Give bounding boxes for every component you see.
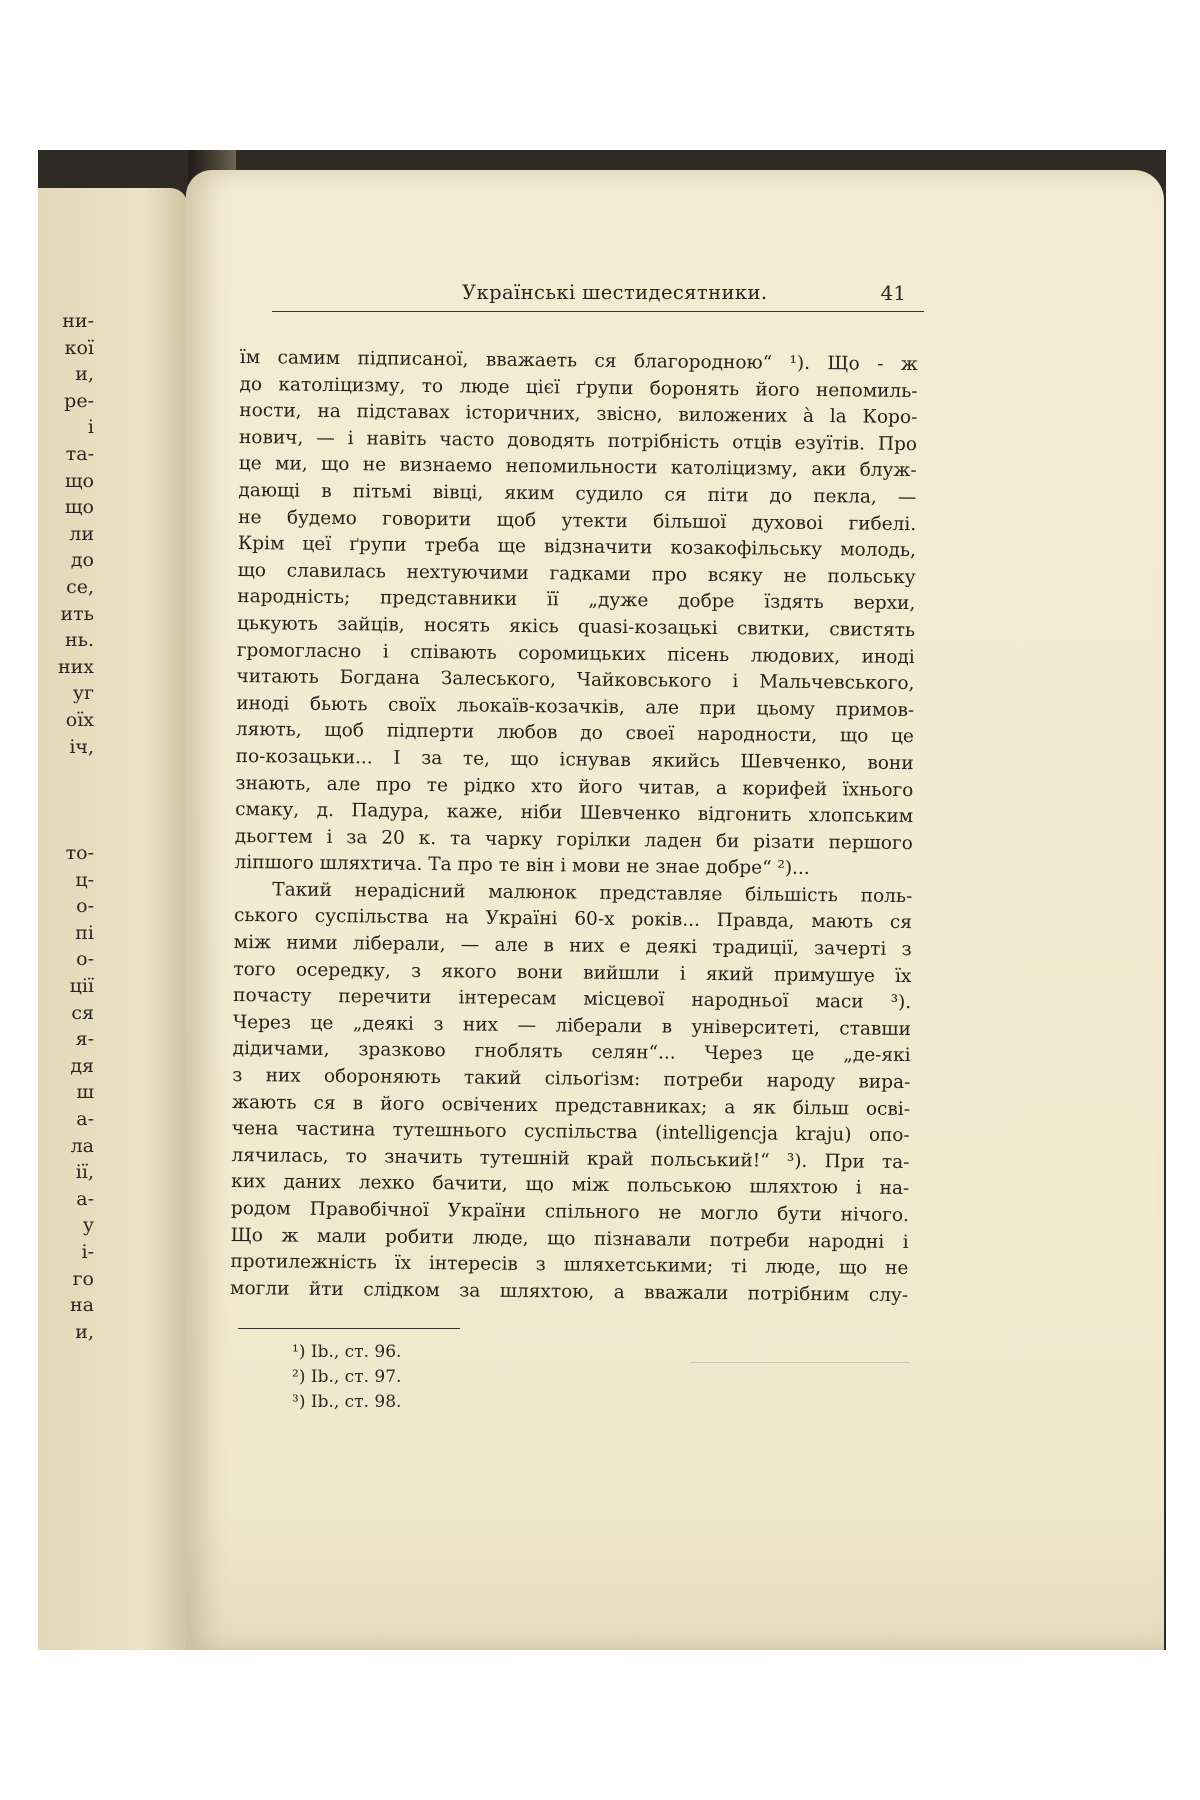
left-page-fragment: уг: [72, 682, 94, 705]
left-page-fragments-top: [38, 308, 94, 760]
left-page-fragment: и,: [75, 1320, 94, 1343]
body-line: того осередку, з якого вони вийшли і який примушуе їх: [233, 958, 912, 987]
left-page-fragment: та-: [65, 442, 94, 465]
left-page-fragment: о-: [76, 895, 94, 918]
body-line: ліпшого шляхтича. Та про те він і мови не знае добре“ ²)...: [234, 852, 810, 880]
body-line: дідичами, зразково гноблять селян“... Через це „де-які: [232, 1038, 911, 1067]
left-page-fragment: го: [72, 1267, 94, 1290]
body-line: народність; представники її „дуже добре їздять верхи,: [237, 586, 916, 615]
left-page-fragment: ш: [76, 1081, 94, 1104]
body-line: почасту перечити інтересам місцевої народньої маси ³).: [233, 985, 912, 1014]
left-page-fragment: то-: [65, 842, 94, 864]
left-page-fragment: о-: [76, 948, 94, 971]
page-number: 41: [880, 281, 906, 305]
left-page-fragments-bottom: [38, 840, 94, 1345]
body-line: ського суспільства на Україні 60-х років... Правда, мають ся: [233, 905, 913, 934]
body-line: ких даних лехко бачити, що між польською шляхтою і на-: [231, 1171, 910, 1200]
body-line: иноді бьють своїх льокаїв-козачків, але при цьому примов-: [236, 692, 915, 721]
body-line: їм самим підписаної, вважаеть ся благородною“ ¹). Що - ж: [239, 346, 918, 376]
body-line: Через це „деякі з них — ліберали в університеті, ставши: [232, 1011, 911, 1040]
left-page-fragment: я-: [75, 1028, 94, 1051]
body-line: громогласно і співають соромицьких пісень людових, иноді: [236, 639, 915, 668]
left-page-fragment: ни-: [62, 310, 94, 332]
footnotes: [292, 1340, 401, 1415]
body-line: не будемо говорити щоб утекти більшої духовоі гибелі.: [238, 506, 917, 535]
body-line: до католіцизму, то люде цієї ґрупи боронять його непомиль-: [239, 373, 918, 402]
body-line: родом Правобічної України спільного не могло бути нічого.: [230, 1197, 910, 1227]
left-page-fragment: а-: [76, 1107, 94, 1130]
left-page-fragment: на: [70, 1294, 94, 1317]
running-head-title: Українські шестидесятники.: [462, 281, 768, 304]
body-line: могли йти слідком за шляхтою, а вважали потрібним слу-: [230, 1277, 909, 1306]
body-line: з них обороняють такий сільоґізм: потреби народу вира-: [232, 1064, 911, 1094]
left-page-fragment: ції: [69, 974, 94, 997]
left-page-fragment: у: [82, 1214, 94, 1237]
left-page-fragment: пі: [75, 921, 94, 944]
body-line: цькують зайців, носять якісь quasi-козацькі свитки, свистять: [236, 612, 916, 642]
footnote: ³) Ib., ст. 98.: [292, 1392, 402, 1412]
left-page-fragment: ить: [60, 602, 94, 625]
body-line: смаку, д. Падура, каже, ніби Шевченко відгонить хлопським: [235, 799, 914, 828]
body-line: жають ся в його освічених представниках; а як більш осві-: [231, 1091, 911, 1120]
left-page-fragment: а-: [76, 1187, 94, 1210]
body-line: протилежність їх інтересів з шляхетськими; ті люде, що не: [230, 1251, 909, 1280]
bleed-through-rule: [690, 1362, 910, 1363]
body-line: між ними ліберали, — але в них е деякі традиції, зачерті з: [233, 932, 912, 961]
footnote: ²) Ib., ст. 97.: [292, 1367, 402, 1387]
body-line: ляють, щоб підперти любов до своеї народности, що це: [235, 719, 915, 748]
body-line: Такий нерадісний малюнок представляе більшість поль-: [272, 879, 913, 907]
left-page-fragment: ії,: [75, 1161, 94, 1184]
left-page-fragment: дя: [70, 1054, 94, 1077]
body-line: що славилась нехтуючими гадками про всяку не польську: [237, 559, 916, 588]
body-line: читають Богдана Залеського, Чайковського і Мальчевського,: [236, 666, 915, 695]
body-line: лячилась, то значить тутешній край польський!“ ³). При та-: [231, 1144, 910, 1173]
left-page-fragment: іч,: [69, 735, 94, 758]
body-line: по-козацьки... І за те, що існував якийсь Шевченко, вони: [235, 745, 914, 774]
body-line: знають, але про те рідко хто його читав, а корифей їхнього: [235, 772, 914, 801]
left-page-fragment: ся: [71, 1001, 94, 1024]
left-page-fragment: що: [64, 469, 94, 492]
body-line: нович, — і навіть часто доводять потрібність отців езуїтів. Про: [238, 426, 918, 455]
left-page-fragment: ли: [69, 522, 94, 545]
left-page-fragment: ре-: [64, 389, 94, 412]
body-line: Крім цеї ґрупи треба ще відзначити козакофільську молодь,: [237, 533, 916, 562]
left-page-fragment: і-: [81, 1240, 94, 1263]
body-line: чена частина тутешнього суспільства (intelligencja kraju) опо-: [231, 1118, 910, 1147]
left-page-fragment: и,: [75, 363, 94, 386]
body-text: [230, 345, 918, 1309]
body-line: ности, на підставах історичних, звісно, виложених à la Коро-: [239, 400, 918, 429]
left-page-fragment: і: [87, 416, 94, 439]
left-page-fragment: до: [70, 549, 94, 572]
footnote-rule: [238, 1328, 460, 1329]
left-page-fragment: них: [57, 655, 94, 678]
body-line: дающі в пітьмі вівці, яким судило ся піти до пекла, —: [238, 479, 917, 509]
body-line: дьогтем і за 20 к. та чарку горілки ладен би різати першого: [234, 825, 913, 854]
left-page-fragment: се,: [66, 575, 94, 598]
left-page: [38, 188, 188, 1650]
running-head: [272, 267, 924, 312]
footnote: ¹) Ib., ст. 96.: [292, 1342, 402, 1362]
left-page-fragment: ла: [70, 1134, 94, 1157]
body-line: Що ж мали робити люде, що пізнавали потреби народні і: [230, 1224, 909, 1253]
page-shading: [186, 1510, 1164, 1650]
body-line: це ми, що не визнаемо непомильности католіцизму, аки блуж-: [238, 453, 917, 482]
left-page-fragment: кої: [64, 336, 94, 359]
left-page-fragment: оїх: [65, 708, 94, 731]
left-page-fragment: що: [64, 496, 94, 519]
left-page-fragment: нь.: [64, 629, 94, 652]
left-page-fragment: ц-: [75, 868, 94, 891]
